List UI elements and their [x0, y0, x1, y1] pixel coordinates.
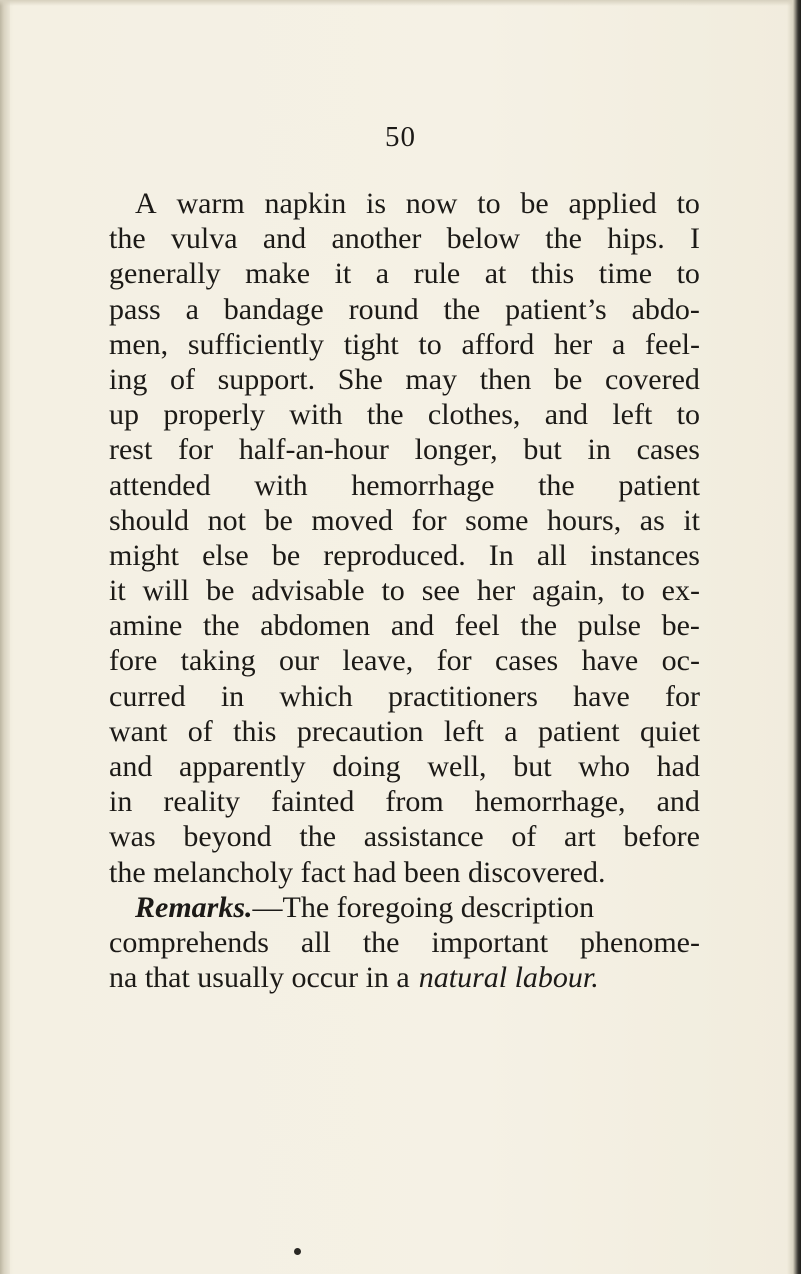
text-line — [109, 538, 700, 573]
word: as — [639, 503, 665, 537]
page-right-edge — [787, 0, 801, 1274]
word: rest — [109, 433, 153, 467]
word: fore — [109, 644, 158, 678]
word: rule — [413, 257, 461, 291]
word: in — [220, 679, 245, 713]
word: left — [612, 398, 653, 432]
word: time — [598, 257, 653, 291]
word: to — [621, 574, 645, 608]
word: quiet — [639, 714, 700, 748]
word: not — [207, 503, 246, 537]
word: precaution — [296, 714, 424, 748]
word: at — [484, 257, 507, 291]
word: to — [381, 574, 405, 608]
word: her — [476, 574, 516, 608]
word: a — [611, 327, 626, 361]
word: well, — [427, 750, 487, 783]
word: patient’s — [505, 292, 607, 326]
word: comprehends — [109, 925, 269, 959]
text-line — [109, 503, 700, 538]
word: cases — [494, 644, 559, 678]
word: men, — [109, 327, 169, 361]
word: applied — [568, 187, 657, 220]
word: then — [479, 362, 532, 396]
word: have — [581, 644, 639, 678]
text-line — [109, 679, 700, 714]
text-line — [109, 468, 700, 503]
word: doing — [332, 750, 401, 783]
remarks-heading: Remarks. — [135, 890, 253, 924]
word: to — [676, 257, 700, 291]
word: phenome- — [580, 925, 700, 959]
word: hemorrhage, — [474, 785, 626, 819]
word: important — [431, 925, 549, 959]
word: from — [385, 785, 444, 819]
word: which — [279, 679, 353, 713]
word: was — [109, 820, 156, 854]
page-top-edge — [0, 0, 801, 6]
word: cases — [636, 433, 700, 467]
word: who — [578, 750, 630, 783]
word: see — [421, 574, 460, 608]
word: warm — [176, 187, 245, 220]
word: support. — [217, 362, 316, 396]
word: feel — [454, 609, 500, 643]
word: pass — [109, 292, 161, 326]
text-line — [109, 714, 700, 749]
word: to — [676, 187, 700, 220]
word: it — [109, 574, 126, 608]
word: to — [676, 398, 700, 432]
word: with — [254, 468, 308, 502]
word: generally — [109, 257, 221, 291]
text-line: the melancholy fact had been discovered. — [109, 855, 606, 889]
text-line — [109, 643, 700, 678]
word: hips. — [607, 222, 665, 256]
word: in — [587, 433, 611, 467]
word: tight — [343, 327, 399, 361]
word: be- — [661, 609, 700, 643]
word: vulva — [170, 222, 238, 256]
word: but — [513, 750, 552, 783]
word: to — [477, 187, 501, 220]
word: will — [142, 574, 190, 608]
word: abdo- — [631, 292, 700, 326]
page-left-edge — [0, 0, 10, 1274]
word: left — [443, 714, 484, 748]
word: again, — [532, 574, 605, 608]
remarks-line-text: —The foregoing description — [252, 890, 595, 924]
ink-mark — [294, 1248, 301, 1255]
word: in — [109, 785, 133, 819]
word: pulse — [577, 609, 641, 643]
word: reproduced. — [323, 538, 466, 572]
word: assistance — [363, 820, 484, 854]
word: patient — [618, 468, 700, 502]
text-line — [109, 186, 700, 221]
word: a — [375, 257, 390, 291]
word: a — [185, 292, 199, 326]
word: ex- — [661, 574, 700, 608]
word: half-an-hour — [238, 433, 389, 467]
word: be — [264, 503, 293, 537]
word: practitioners — [387, 679, 538, 713]
final-line-text: na that usually occur in a — [109, 961, 410, 995]
word: for — [178, 433, 214, 467]
text-line — [109, 397, 700, 432]
word: the — [520, 609, 558, 643]
word: of — [169, 362, 195, 396]
word: for — [436, 644, 472, 678]
text-line — [109, 256, 700, 291]
word: taking — [180, 644, 256, 678]
word: reality — [163, 785, 241, 819]
word: for — [411, 503, 447, 537]
word: should — [109, 503, 190, 537]
word: be — [206, 574, 235, 608]
word: the — [202, 609, 240, 643]
text-line — [109, 327, 700, 362]
word: napkin — [264, 187, 347, 220]
word: be — [271, 538, 301, 572]
word: now — [405, 187, 458, 220]
word: moved — [311, 503, 394, 537]
word: the — [362, 925, 400, 959]
word: and — [544, 398, 589, 432]
text-line — [109, 749, 700, 784]
word: before — [623, 820, 700, 854]
word: up — [109, 398, 139, 432]
word: all — [300, 925, 331, 959]
word: this — [530, 257, 575, 291]
word: had — [656, 750, 700, 783]
word: some — [465, 503, 529, 537]
word: have — [573, 679, 630, 713]
word: another — [331, 222, 422, 256]
text-line — [109, 573, 700, 608]
word: and — [109, 750, 153, 783]
remarks-line — [109, 890, 700, 925]
text-line — [109, 362, 700, 397]
word: the — [443, 292, 481, 326]
word: properly — [163, 398, 265, 432]
text-line — [109, 608, 700, 643]
word: ing — [109, 362, 148, 396]
text-line — [109, 292, 700, 327]
text-line-final — [109, 960, 700, 995]
word: it — [334, 257, 352, 291]
text-line — [109, 784, 700, 819]
word: it — [683, 503, 700, 537]
word: want — [109, 714, 168, 748]
word: leave, — [342, 644, 414, 678]
body-text — [109, 186, 700, 995]
natural-labour-italic: natural labour. — [418, 961, 599, 995]
word: attended — [109, 468, 211, 502]
word: covered — [604, 362, 700, 396]
word: clothes, — [427, 398, 521, 432]
word: this — [233, 714, 277, 748]
word: round — [348, 292, 419, 326]
word: art — [564, 820, 596, 854]
word: apparently — [179, 750, 306, 783]
word: patient — [537, 714, 620, 748]
word: a — [504, 714, 518, 748]
word: for — [664, 679, 700, 713]
text-line — [109, 432, 700, 467]
word: her — [553, 327, 593, 361]
word: make — [245, 257, 311, 291]
word: our — [279, 644, 320, 678]
word: abdomen — [260, 609, 371, 643]
word: the — [366, 398, 404, 432]
word: all — [536, 538, 567, 572]
word: the — [538, 468, 575, 502]
word: and — [262, 222, 307, 256]
word: might — [109, 538, 180, 572]
word: is — [365, 187, 386, 220]
word: beyond — [183, 820, 272, 854]
word: be — [554, 362, 583, 396]
word: and — [390, 609, 435, 643]
word: I — [689, 222, 700, 256]
word: fainted — [271, 785, 355, 819]
word: A — [135, 187, 157, 220]
text-line — [109, 221, 700, 256]
word: the — [299, 820, 337, 854]
word: curred — [109, 679, 186, 713]
word: advisable — [251, 574, 365, 608]
word: instances — [589, 538, 700, 572]
word: bandage — [223, 292, 324, 326]
word: oc- — [661, 644, 700, 678]
word: with — [289, 398, 343, 432]
text-line — [109, 925, 700, 960]
word: below — [446, 222, 520, 256]
word: of — [187, 714, 213, 748]
word: afford — [461, 327, 535, 361]
word: feel- — [645, 327, 700, 361]
word: hemorrhage — [351, 468, 495, 502]
word: be — [520, 187, 549, 220]
word: to — [418, 327, 442, 361]
word: the — [109, 222, 146, 256]
word: She — [337, 362, 383, 396]
word: else — [202, 538, 249, 572]
word: and — [656, 785, 700, 819]
word: of — [511, 820, 537, 854]
word: amine — [109, 609, 183, 643]
word: may — [405, 362, 458, 396]
word: the — [545, 222, 582, 256]
word: sufficiently — [187, 327, 324, 361]
word: longer, — [414, 433, 498, 467]
word: but — [523, 433, 562, 467]
page-number: 50 — [385, 121, 416, 153]
word: In — [488, 538, 514, 572]
word: hours, — [547, 503, 622, 537]
text-line — [109, 819, 700, 854]
